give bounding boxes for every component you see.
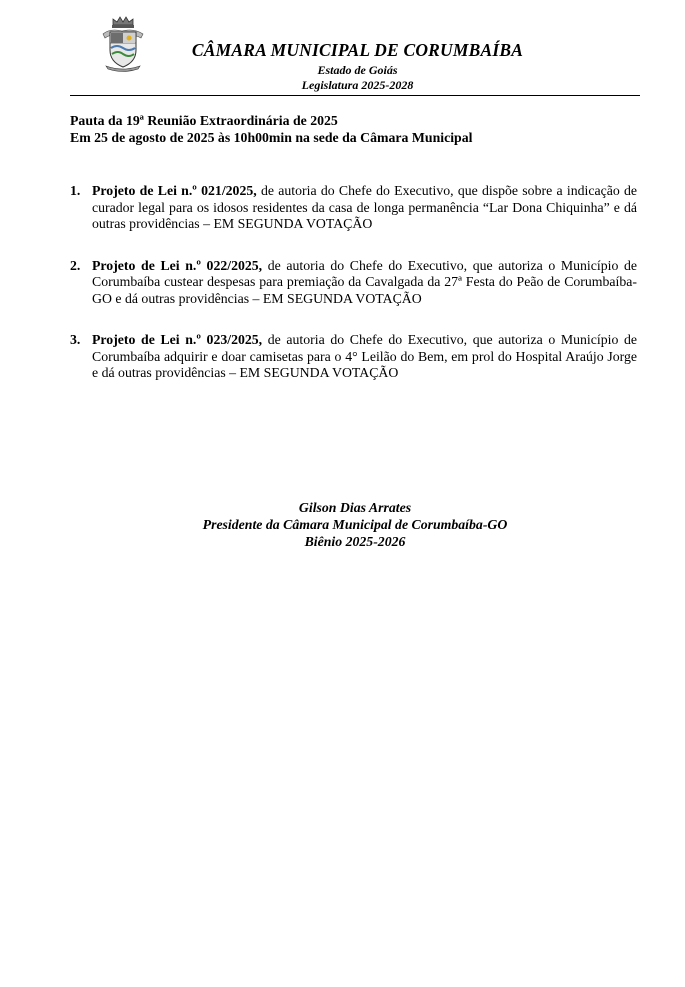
agenda-item-text: de autoria do Chefe do Executivo, que autoriza o Município de Corumbaíba custear despesas para premiação da Cavalgada da 27ª Festa do Peão de Corumbaíba-GO e dá outras providências – EM SEGUNDA VOTAÇÃO (92, 257, 637, 306)
header-divider (70, 95, 640, 96)
agenda-item-number: 1. (70, 183, 81, 198)
signatory-role: Presidente da Câmara Municipal de Corumbaíba-GO (202, 517, 508, 532)
agenda-item-title: Projeto de Lei n.º 022/2025, (92, 257, 263, 273)
signatory-term: Biênio 2025-2026 (304, 534, 406, 549)
agenda-item-number: 3. (70, 332, 81, 347)
agenda-item-number: 2. (70, 257, 81, 273)
chamber-name-title: CÂMARA MUNICIPAL DE CORUMBAÍBA (191, 40, 524, 60)
meeting-date-line: Em 25 de agosto de 2025 às 10h00min na sede da Câmara Municipal (70, 130, 473, 145)
agenda-item-text: de autoria do Chefe do Executivo, que autoriza o Município de Corumbaíba adquirir e doar camisetas para o 4° Leilão do Bem, em prol do Hospital Araújo Jorge e dá outras providências – EM SEGUNDA VOTAÇÃO (92, 332, 637, 380)
meeting-info (70, 112, 640, 146)
agenda-item-title: Projeto de Lei n.º 021/2025, (92, 183, 257, 198)
agenda-item-text: de autoria do Chefe do Executivo, que dispõe sobre a indicação de curador legal para os idosos residentes da casa de longa permanência “Lar Dona Chiquinha” e dá outras providências – EM SEGUNDA VOTAÇÃO (92, 183, 638, 231)
signatory-name: Gilson Dias Arrates (298, 500, 412, 515)
legislature-subtitle: Legislatura 2025-2028 (301, 78, 414, 92)
agenda-title: Pauta da 19ª Reunião Extraordinária de 2025 (70, 113, 338, 128)
state-subtitle: Estado de Goiás (317, 63, 398, 77)
agenda-item (70, 258, 637, 308)
municipal-coat-of-arms-icon (100, 16, 146, 72)
signature-block (70, 499, 640, 550)
agenda-item-title: Projeto de Lei n.º 023/2025, (92, 332, 263, 347)
agenda-list (70, 183, 637, 407)
agenda-item (70, 183, 637, 233)
agenda-item (70, 332, 637, 382)
